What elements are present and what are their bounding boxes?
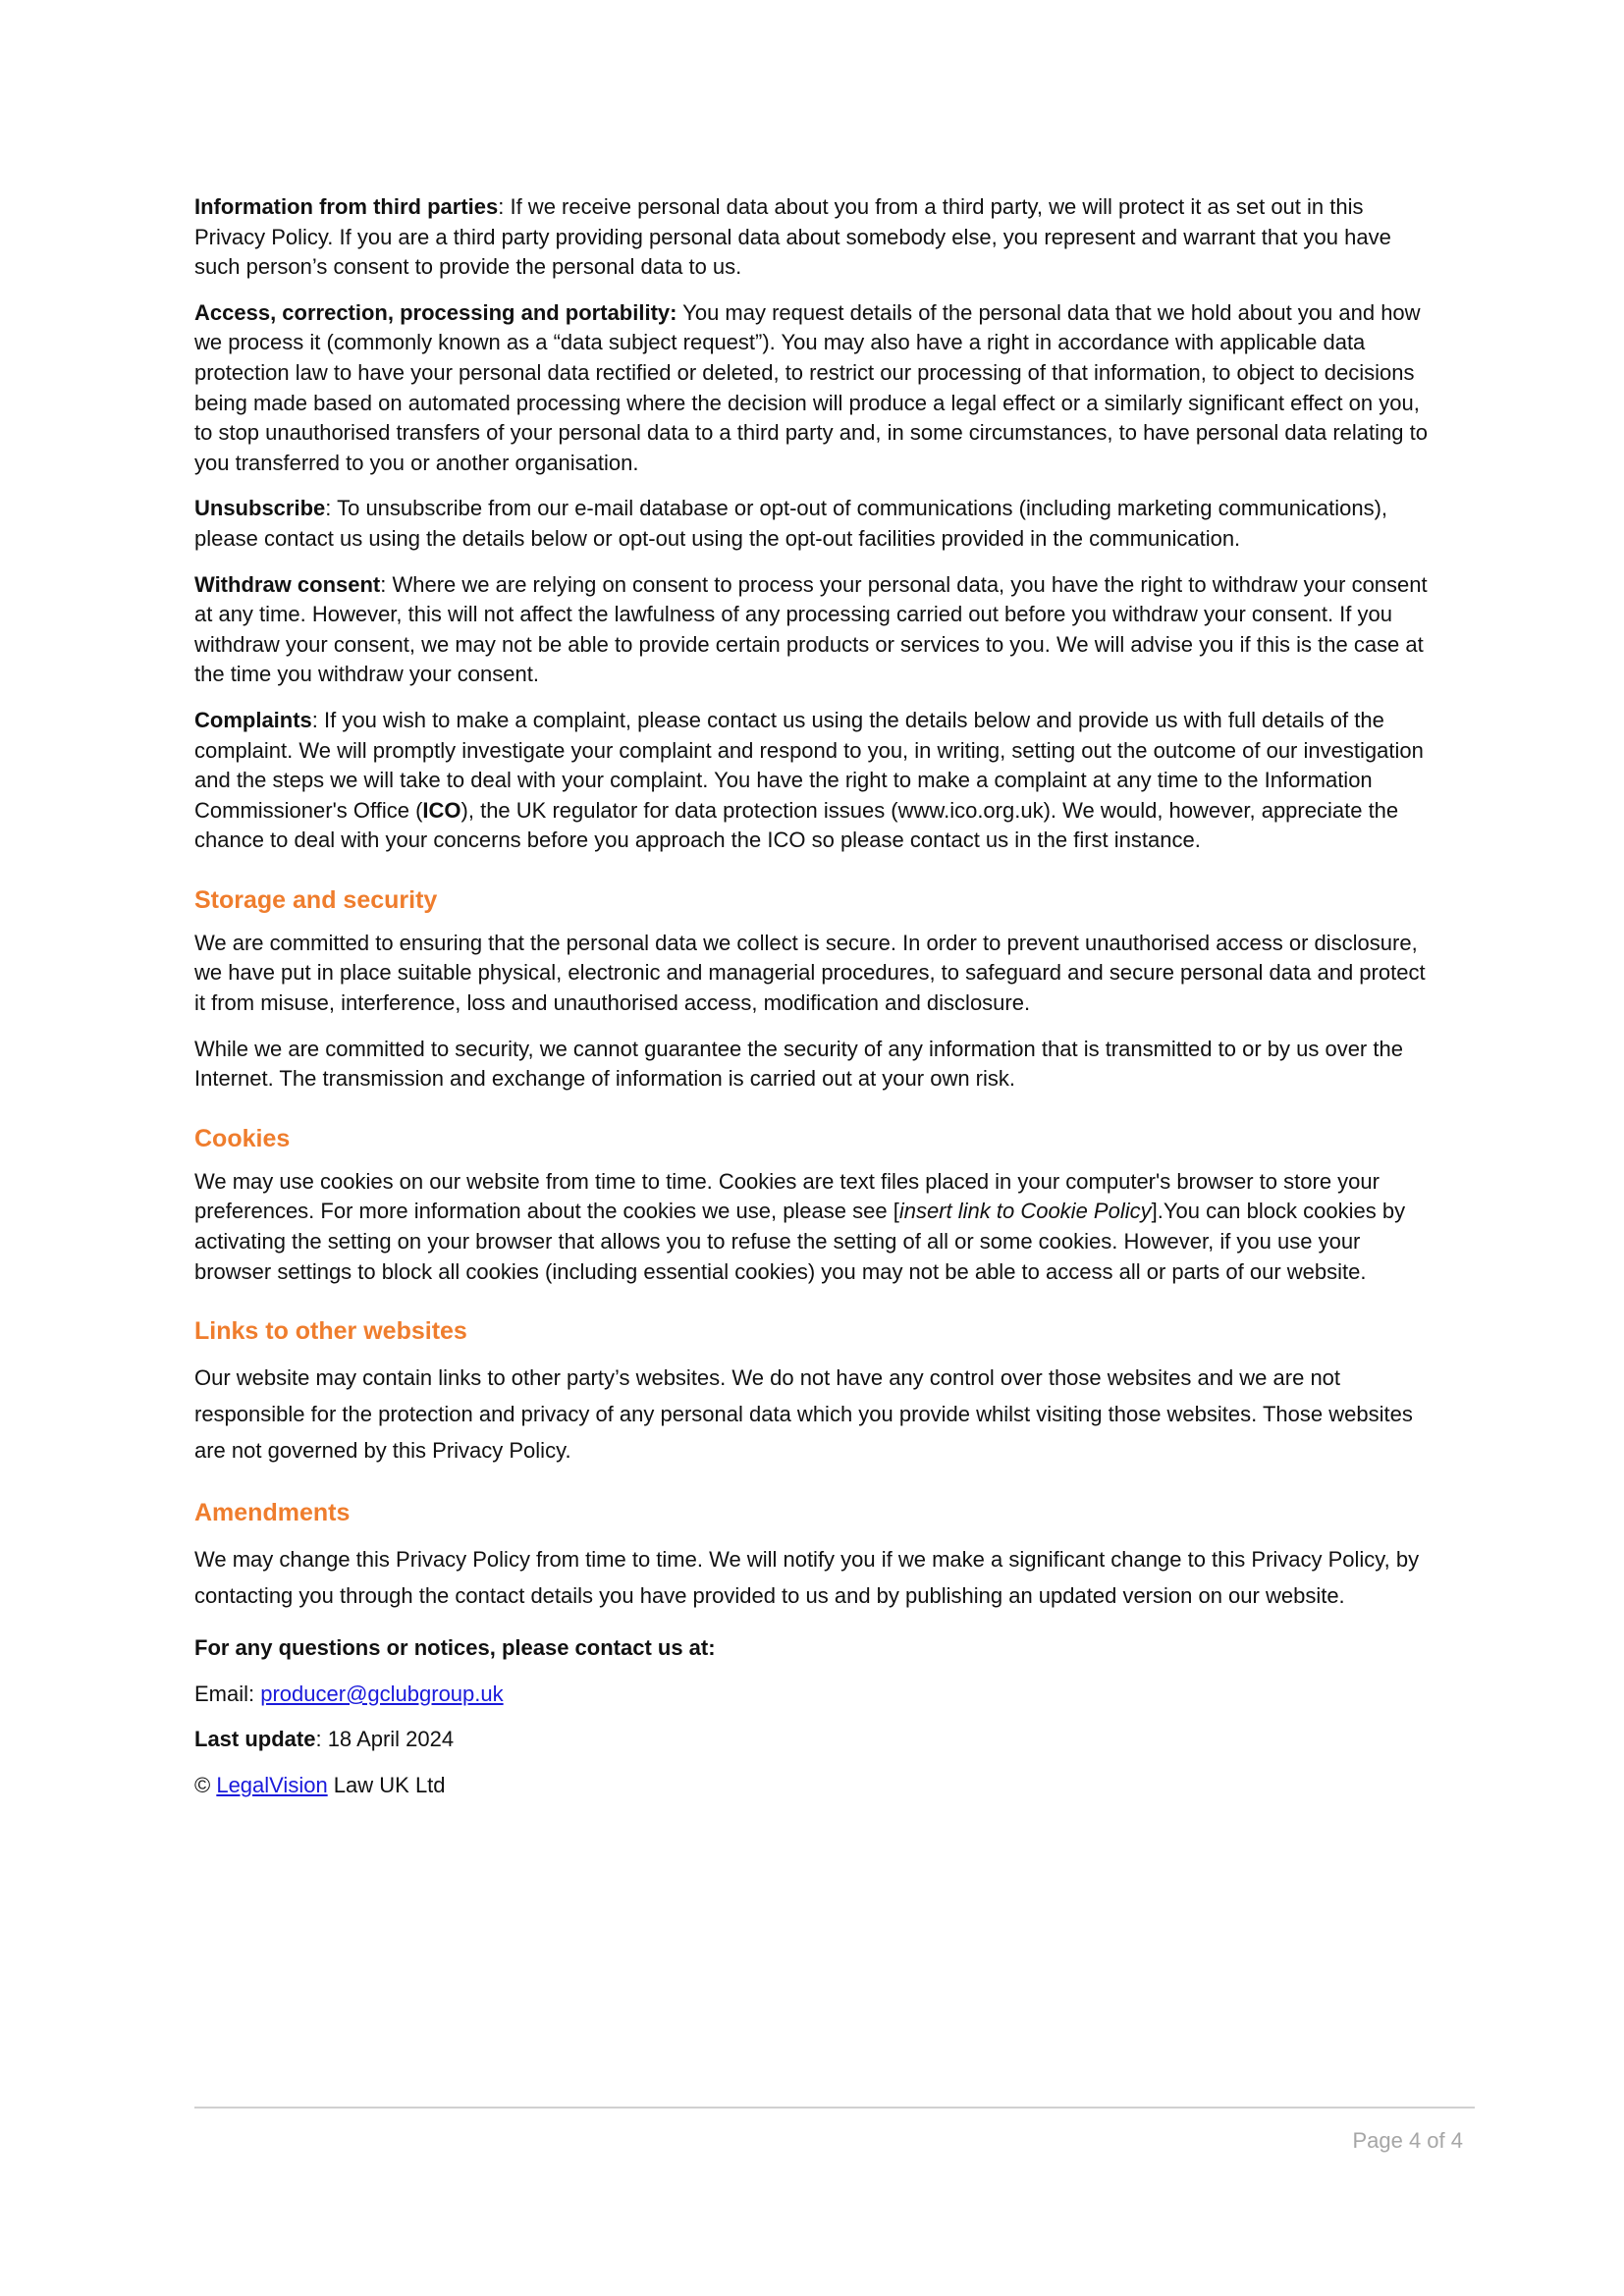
complaints-text-before: : If you wish to make a complaint, please contact us using the details below and provide us with full details of the complaint. We will promptly investigate your complaint and respond to you, in writing, setting out the outcome of our investigation and the steps we will take to deal with your complaint. You have the right to make a complaint at any time to the Information Commissioner's Office ( bbox=[194, 707, 1424, 823]
links-paragraph: Our website may contain links to other party’s websites. We do not have any control over those websites and we are not responsible for the protection and privacy of any personal data which you provide whilst visiting those websites. Those websites are not governed by this Privacy Policy. bbox=[194, 1365, 1413, 1464]
ico-abbreviation: ICO bbox=[422, 797, 461, 823]
cookies-paragraph bbox=[194, 1167, 1434, 1287]
document-body bbox=[194, 192, 1434, 1817]
contact-heading-text: For any questions or notices, please contact us at: bbox=[194, 1635, 716, 1661]
last-update-label: Last update bbox=[194, 1727, 316, 1752]
complaints-label: Complaints bbox=[194, 707, 312, 732]
storage-paragraph-1: We are committed to ensuring that the personal data we collect is secure. In order to prevent unauthorised access or disclosure, we have put in place suitable physical, electronic and managerial procedures, to safeguard and secure personal data and protect it from misuse, interference, loss and unauthorised access, modification and disclosure. bbox=[194, 930, 1426, 1016]
complaints-paragraph bbox=[194, 706, 1434, 856]
access-paragraph bbox=[194, 298, 1434, 479]
copyright-line bbox=[194, 1771, 1434, 1801]
cookies-text-before: We may use cookies on our website from time to time. Cookies are text files placed in your computer's browser to store your preferences. For more information about the cookies we use, please see [ bbox=[194, 1168, 1380, 1224]
withdraw-consent-label: Withdraw consent bbox=[194, 571, 381, 597]
withdraw-consent-paragraph bbox=[194, 570, 1434, 690]
page-number: Page 4 of 4 bbox=[1352, 2128, 1463, 2153]
cookie-policy-placeholder: insert link to Cookie Policy bbox=[898, 1199, 1152, 1224]
third-parties-text: : If we receive personal data about you from a third party, we will protect it as set out in this Privacy Policy. If you are a third party providing personal data about somebody else, you represent and warrant that you have such person’s consent to provide the personal data to us. bbox=[194, 194, 1391, 280]
unsubscribe-text: : To unsubscribe from our e-mail database or opt-out of communications (including marketing communications), please contact us using the details below or opt-out using the opt-out facilities provided in the communication. bbox=[194, 496, 1388, 551]
access-label: Access, correction, processing and portability: bbox=[194, 299, 677, 325]
unsubscribe-label: Unsubscribe bbox=[194, 496, 326, 521]
amendments-paragraph: We may change this Privacy Policy from time to time. We will notify you if we make a significant change to this Privacy Policy, by contacting you through the contact details you have provided to us and by publishing an updated version on our website. bbox=[194, 1547, 1420, 1609]
amendments-heading: Amendments bbox=[194, 1499, 351, 1527]
cookies-text-after: ].You can block cookies by activating the setting on your browser that allows you to refuse the setting of all or some cookies. However, if you use your browser settings to block all cookies (including essential cookies) you may not be able to access all or parts of our website. bbox=[194, 1199, 1406, 1284]
last-update-line bbox=[194, 1725, 1434, 1755]
company-suffix: Law UK Ltd bbox=[327, 1773, 446, 1797]
storage-heading: Storage and security bbox=[194, 885, 438, 914]
third-parties-paragraph bbox=[194, 192, 1434, 283]
last-update-value: : 18 April 2024 bbox=[315, 1727, 455, 1752]
cookies-heading: Cookies bbox=[194, 1124, 291, 1152]
unsubscribe-paragraph bbox=[194, 494, 1434, 554]
contact-heading bbox=[194, 1633, 1434, 1664]
third-parties-label: Information from third parties bbox=[194, 194, 499, 219]
legalvision-link[interactable]: LegalVision bbox=[216, 1773, 328, 1797]
email-label: Email: bbox=[194, 1681, 261, 1706]
footer-divider bbox=[194, 2107, 1475, 2109]
contact-email-line bbox=[194, 1680, 1434, 1710]
storage-paragraph-2: While we are committed to security, we cannot guarantee the security of any information that is transmitted to or by us over the Internet. The transmission and exchange of information is carried out at your own risk. bbox=[194, 1036, 1403, 1092]
withdraw-consent-text: : Where we are relying on consent to process your personal data, you have the right to withdraw your consent at any time. However, this will not affect the lawfulness of any processing carried out before you withdraw your consent. If you withdraw your consent, we may not be able to provide certain products or services to you. We will advise you if this is the case at the time you withdraw your consent. bbox=[194, 571, 1428, 687]
copyright-symbol: © bbox=[194, 1773, 217, 1797]
complaints-text-after: ), the UK regulator for data protection issues (www.ico.org.uk). We would, however, appreciate the chance to deal with your concerns before you approach the ICO so please contact us in the first instance. bbox=[194, 797, 1399, 853]
access-text: You may request details of the personal data that we hold about you and how we process it (commonly known as a “data subject request”). You may also have a right in accordance with applicable data protection law to have your personal data rectified or deleted, to restrict our processing of that information, to object to decisions being made based on automated processing where the decision will produce a legal effect or a similarly significant effect on you, to stop unauthorised transfers of your personal data to a third party and, in some circumstances, to have personal data relating to you transferred to you or another organisation. bbox=[194, 299, 1428, 475]
email-link[interactable]: producer@gclubgroup.uk bbox=[260, 1681, 504, 1706]
links-heading: Links to other websites bbox=[194, 1317, 467, 1346]
